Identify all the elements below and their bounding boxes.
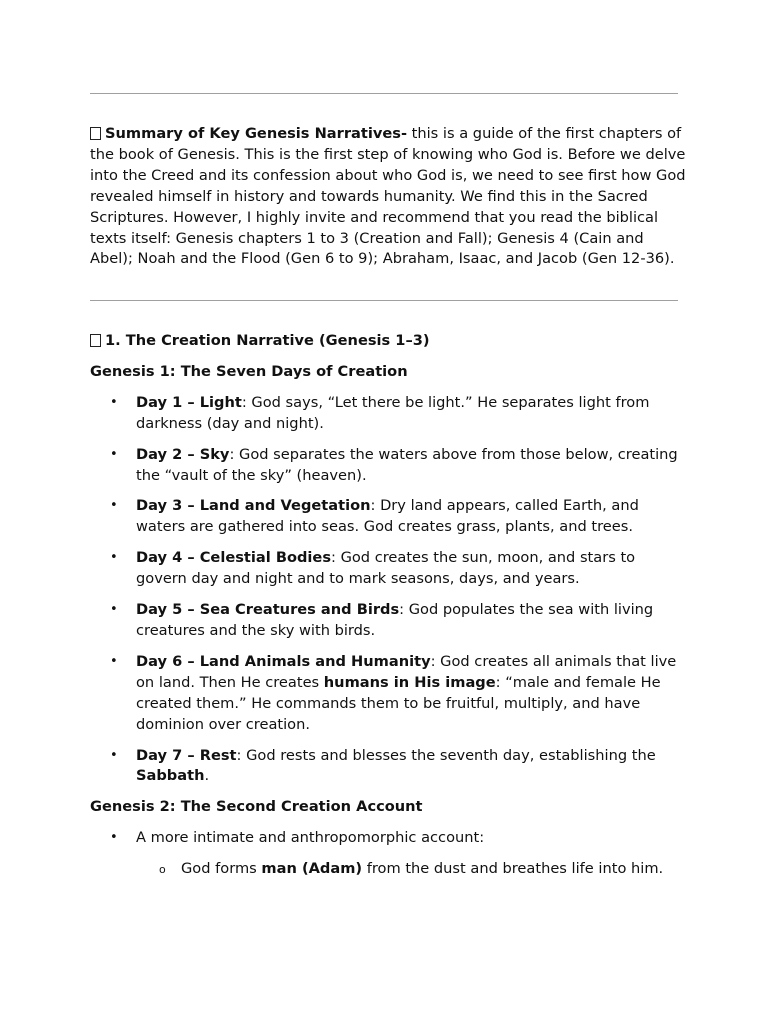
horizontal-rule <box>90 300 678 301</box>
list-item: • A more intimate and anthropomorphic account: o God forms man (Adam) from the dust and breathes life into him. <box>90 828 690 880</box>
days-list <box>90 393 690 788</box>
sub-list <box>136 859 690 880</box>
list-item-day-4: • Day 4 – Celestial Bodies: God creates the sun, moon, and stars to govern day and night and to mark seasons, days, and years. <box>90 548 690 590</box>
list-item-day-5: • Day 5 – Sea Creatures and Birds: God populates the sea with living creatures and the sky with birds. <box>90 600 690 642</box>
list-item-day-1: • Day 1 – Light: God says, “Let there be light.” He separates light from darkness (day and night). <box>90 393 690 435</box>
creation-section <box>90 331 690 890</box>
intro-title: Summary of Key Genesis Narratives- <box>105 125 408 142</box>
genesis1-heading: Genesis 1: The Seven Days of Creation <box>90 362 408 380</box>
list-item-day-3: • Day 3 – Land and Vegetation: Dry land appears, called Earth, and waters are gathered into seas. God creates grass, plants, and trees. <box>90 496 690 538</box>
genesis2-heading: Genesis 2: The Second Creation Account <box>90 798 423 816</box>
missing-glyph-icon <box>90 334 101 347</box>
intro-text: this is a guide of the first chapters of the book of Genesis. This is the first step of knowing who God is. Before we delve into the Creed and its confession about who God is, we need to see first how God revealed himself in history and towards humanity. We find this in the Sacred Scriptures. However, I highly invite and recommend that you read the biblical texts itself: Genesis chapters 1 to 3 (Creation and Fall); Genesis 4 (Cain and Abel); Noah and the Flood (Gen 6 to 9); Abraham, Isaac, and Jacob (Gen 12-36). <box>90 125 686 268</box>
section-heading: 1. The Creation Narrative (Genesis 1–3) <box>90 331 690 352</box>
horizontal-rule <box>90 93 678 94</box>
genesis2-list <box>90 828 690 880</box>
missing-glyph-icon <box>90 127 101 140</box>
sub-list-item: o God forms man (Adam) from the dust and breathes life into him. <box>136 859 690 880</box>
intro-paragraph <box>90 124 690 270</box>
list-item-day-7: • Day 7 – Rest: God rests and blesses the seventh day, establishing the Sabbath. <box>90 746 690 788</box>
list-item-day-6: • Day 6 – Land Animals and Humanity: God creates all animals that live on land. Then He creates humans in His image: “male and female He created them.” He commands them to be fruitful, multiply, and have dominion over creation. <box>90 652 690 736</box>
list-item-day-2: • Day 2 – Sky: God separates the waters above from those below, creating the “vault of the sky” (heaven). <box>90 445 690 487</box>
